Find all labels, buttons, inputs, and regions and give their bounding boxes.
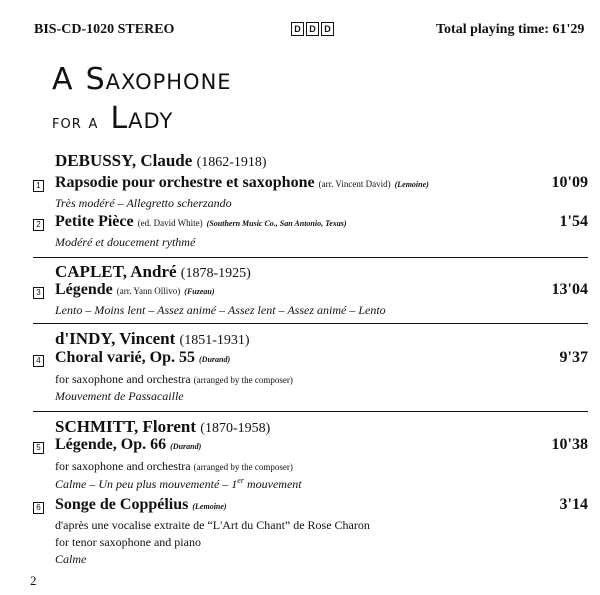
composer-name: d'INDY, Vincent [55, 329, 176, 348]
arranger-credit: (arr. Vincent David) [318, 179, 391, 189]
publisher: (Fuzeau) [184, 287, 215, 296]
work-title: Petite Pièce [55, 213, 134, 230]
page-number: 2 [30, 573, 37, 588]
title-word-a: A [52, 62, 74, 97]
composer-years: (1851-1931) [179, 333, 250, 348]
track-5-time: 10'38 [551, 436, 588, 453]
catalog-number: BIS-CD-1020 STEREO [34, 22, 175, 37]
scoring-text: for saxophone and orchestra [55, 372, 191, 386]
section-divider [33, 323, 588, 324]
track-3-movements: Lento – Moins lent – Assez animé – Assez lent – Assez animé – Lento [55, 303, 386, 317]
track-number-2: 2 [33, 219, 44, 231]
editor-credit: (ed. David White) [137, 218, 203, 228]
track-number-3: 3 [33, 287, 44, 299]
movement-text-end: mouvement [243, 477, 302, 491]
track-5-scoring [55, 459, 293, 474]
track-6-movements: Calme [55, 552, 87, 566]
ddd-letter-3: D [321, 22, 334, 36]
work-title: Choral varié, Op. 55 [55, 349, 195, 366]
track-1-movements: Très modéré – Allegretto scherzando [55, 196, 232, 210]
composer-years: (1862-1918) [196, 155, 267, 170]
ddd-badge [291, 22, 334, 36]
work-title: Légende [55, 281, 113, 298]
work-title: Rapsodie pour orchestre et saxophone [55, 174, 315, 191]
track-number-1: 1 [33, 180, 44, 192]
publisher: (Durand) [199, 355, 231, 364]
publisher: (Lemoine) [394, 180, 429, 189]
composer-name: CAPLET, André [55, 262, 177, 281]
ddd-letter-2: D [306, 22, 319, 36]
composer-debussy [55, 151, 267, 171]
track-6-scoring: for tenor saxophone and piano [55, 535, 201, 549]
title-word-saxophone: Saxophone [85, 62, 232, 97]
track-6-title [55, 496, 227, 514]
composer-years: (1870-1958) [200, 421, 271, 436]
title-words-for-a: for a [52, 112, 99, 133]
publisher: (Lemoine) [192, 502, 227, 511]
track-5-title [55, 436, 201, 454]
track-4-scoring [55, 372, 293, 387]
section-divider [33, 257, 588, 258]
arranger-credit: (arr. Yann Ollivo) [116, 286, 181, 296]
track-4-movements: Mouvement de Passacaille [55, 389, 184, 403]
track-5-movements [55, 476, 302, 492]
total-playing-time: Total playing time: 61'29 [436, 22, 585, 37]
track-3-title [55, 281, 215, 299]
track-2-movements: Modéré et doucement rythmé [55, 235, 196, 249]
ordinal-suffix: er [237, 476, 244, 485]
scoring-text: for saxophone and orchestra [55, 459, 191, 473]
composer-caplet [55, 262, 251, 282]
track-1-time: 10'09 [551, 174, 588, 191]
track-1-title [55, 174, 429, 192]
track-number-6: 6 [33, 502, 44, 514]
arrangement-note: (arranged by the composer) [193, 462, 293, 472]
album-title-line-1 [52, 60, 232, 104]
composer-name: SCHMITT, Florent [55, 417, 197, 436]
album-title-line-2 [52, 99, 173, 143]
track-number-5: 5 [33, 442, 44, 454]
publisher: (Southern Music Co., San Antonio, Texas) [206, 219, 347, 228]
arrangement-note: (arranged by the composer) [193, 375, 293, 385]
track-6-time: 3'14 [559, 496, 588, 513]
track-4-time: 9'37 [559, 349, 588, 366]
track-3-time: 13'04 [551, 281, 588, 298]
work-title: Songe de Coppélius [55, 496, 189, 513]
work-title: Légende, Op. 66 [55, 436, 167, 453]
composer-schmitt [55, 417, 270, 437]
movement-text: Calme – Un peu plus mouvementé – 1 [55, 477, 238, 491]
composer-name: DEBUSSY, Claude [55, 151, 193, 170]
track-2-time: 1'54 [559, 213, 588, 230]
composer-years: (1878-1925) [180, 266, 251, 281]
title-word-lady: Lady [110, 101, 174, 136]
track-2-title [55, 213, 347, 231]
composer-dindy [55, 329, 250, 349]
section-divider [33, 411, 588, 412]
track-number-4: 4 [33, 355, 44, 367]
publisher: (Durand) [170, 442, 202, 451]
track-6-source: d'après une vocalise extraite de “L'Art du Chant” de Rose Charon [55, 518, 370, 532]
ddd-letter-1: D [291, 22, 304, 36]
track-4-title [55, 349, 230, 367]
